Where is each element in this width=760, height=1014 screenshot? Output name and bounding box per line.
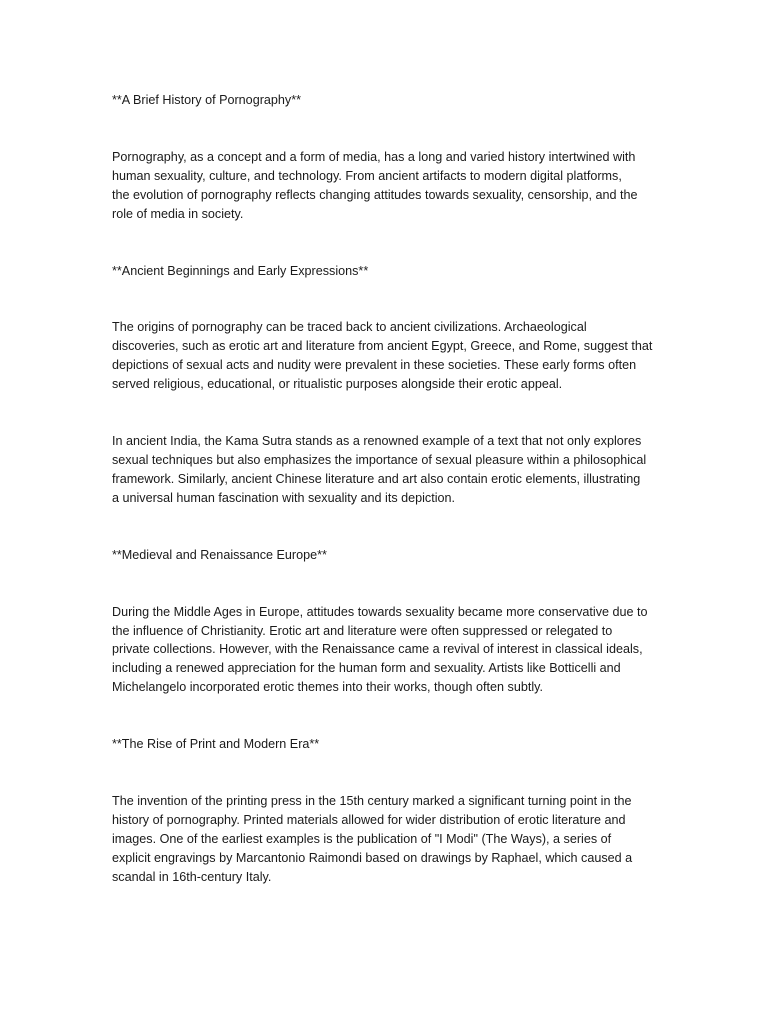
text-line: scandal in 16th-century Italy. xyxy=(112,869,272,884)
text-line: The invention of the printing press in the 15th century marked a significant turning point in the xyxy=(112,794,632,809)
text-line: a universal human fascination with sexuality and its depiction. xyxy=(112,490,456,505)
section-heading xyxy=(112,91,652,110)
text-line: framework. Similarly, ancient Chinese literature and art also contain erotic elements, illustrating xyxy=(112,471,641,486)
text-line: human sexuality, culture, and technology. From ancient artifacts to modern digital platforms, xyxy=(112,168,622,183)
text-line: During the Middle Ages in Europe, attitudes towards sexuality became more conservative due to xyxy=(112,604,648,619)
text-line: including a renewed appreciation for the human form and sexuality. Artists like Botticelli and xyxy=(112,661,621,676)
text-line: **A Brief History of Pornography** xyxy=(112,93,301,107)
text-line: sexual techniques but also emphasizes the importance of sexual pleasure within a philosophical xyxy=(112,452,647,467)
text-line: history of pornography. Printed materials allowed for wider distribution of erotic literature and xyxy=(112,812,626,827)
text-line: discoveries, such as erotic art and literature from ancient Egypt, Greece, and Rome, suggest that xyxy=(112,339,653,354)
paragraph xyxy=(112,603,652,698)
text-line: depictions of sexual acts and nudity were prevalent in these societies. These early forms often xyxy=(112,358,637,373)
text-line: served religious, educational, or ritualistic purposes alongside their erotic appeal. xyxy=(112,377,563,392)
section-heading xyxy=(112,735,652,754)
text-line: **Medieval and Renaissance Europe** xyxy=(112,547,327,562)
text-line: Michelangelo incorporated erotic themes into their works, though often subtly. xyxy=(112,680,543,695)
paragraph xyxy=(112,432,652,508)
text-line: **The Rise of Print and Modern Era** xyxy=(112,737,320,752)
text-line: Pornography, as a concept and a form of media, has a long and varied history intertwined with xyxy=(112,149,636,164)
paragraph xyxy=(112,318,652,394)
section-heading xyxy=(112,546,652,565)
section-heading xyxy=(112,262,652,281)
text-line: explicit engravings by Marcantonio Raimondi based on drawings by Raphael, which caused a xyxy=(112,850,633,865)
text-line: role of media in society. xyxy=(112,206,244,221)
paragraph xyxy=(112,792,652,887)
text-line: In ancient India, the Kama Sutra stands as a renowned example of a text that not only explores xyxy=(112,434,642,449)
document-body xyxy=(112,91,652,887)
text-line: the influence of Christianity. Erotic art and literature were often suppressed or relegated to xyxy=(112,623,613,638)
text-line: images. One of the earliest examples is the publication of "I Modi" (The Ways), a series of xyxy=(112,831,612,846)
text-line: **Ancient Beginnings and Early Expressions** xyxy=(112,263,369,278)
text-line: private collections. However, with the Renaissance came a revival of interest in classical ideals, xyxy=(112,642,643,657)
paragraph xyxy=(112,148,652,224)
text-line: The origins of pornography can be traced back to ancient civilizations. Archaeological xyxy=(112,320,587,335)
text-line: the evolution of pornography reflects changing attitudes towards sexuality, censorship, and the xyxy=(112,187,638,202)
